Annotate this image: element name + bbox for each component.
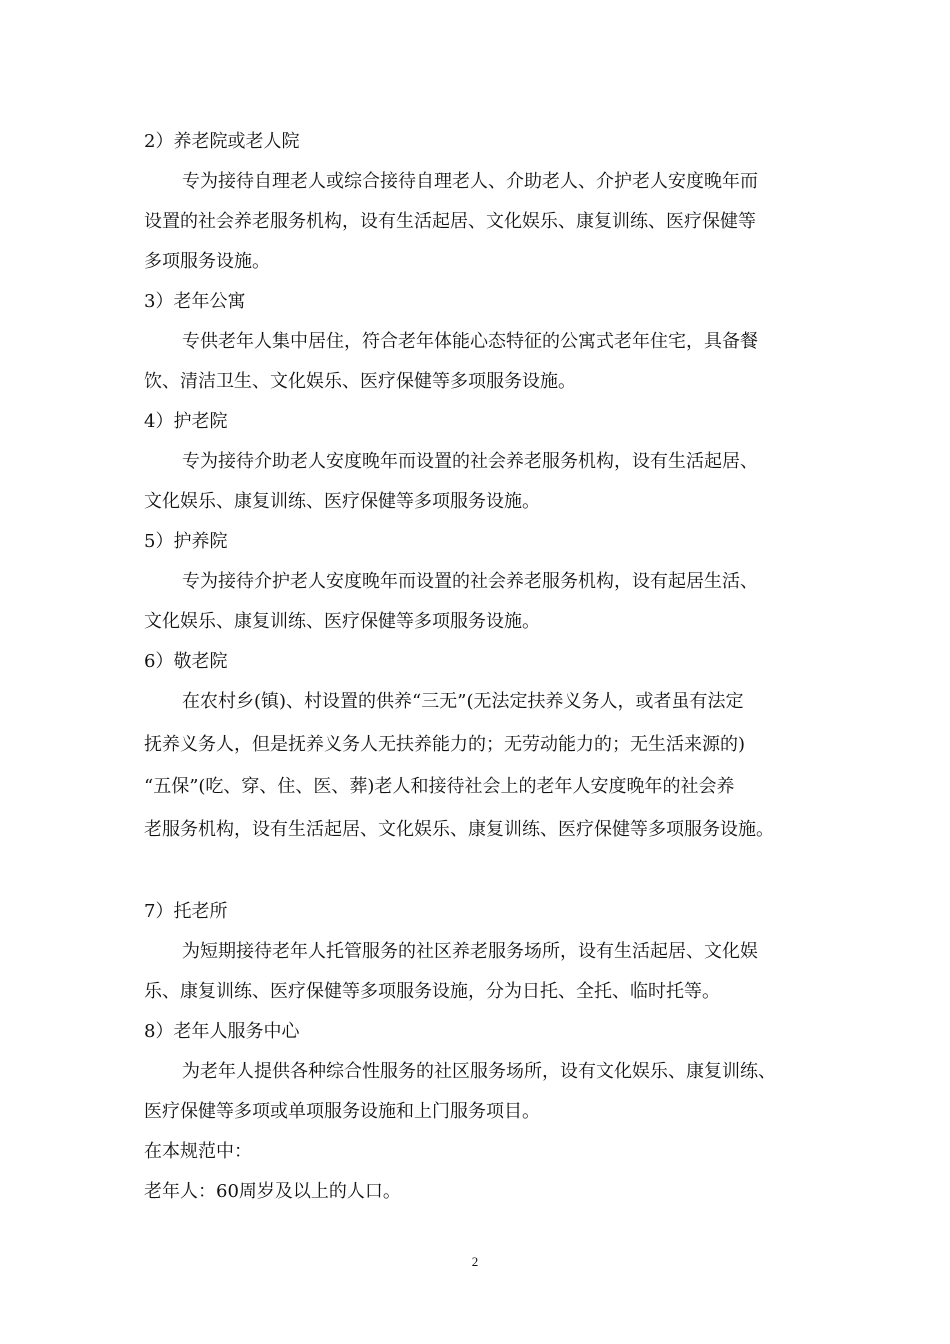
- paragraph-line: 专为接待自理老人或综合接待自理老人、介助老人、介护老人安度晚年而: [182, 171, 758, 192]
- paragraph-line: 专为接待介助老人安度晚年而设置的社会养老服务机构，设有生活起居、: [182, 451, 758, 472]
- paragraph-line: 文化娱乐、康复训练、医疗保健等多项服务设施。: [144, 491, 540, 512]
- paragraph-line: 为老年人提供各种综合性服务的社区服务场所，设有文化娱乐、康复训练、: [182, 1061, 776, 1082]
- paragraph-line: 在农村乡(镇)、村设置的供养“三无”(无法定扶养义务人，或者虽有法定: [182, 691, 744, 712]
- paragraph-line: 设置的社会养老服务机构，设有生活起居、文化娱乐、康复训练、医疗保健等: [144, 211, 756, 232]
- paragraph-line: 医疗保健等多项或单项服务设施和上门服务项目。: [144, 1101, 540, 1122]
- section-heading: 6）敬老院: [144, 651, 228, 672]
- paragraph-line: 专供老年人集中居住，符合老年体能心态特征的公寓式老年住宅，具备餐: [182, 331, 758, 352]
- section-heading: 5）护养院: [144, 531, 228, 552]
- paragraph-line: 老服务机构，设有生活起居、文化娱乐、康复训练、医疗保健等多项服务设施。: [144, 819, 774, 840]
- section-heading: 8）老年人服务中心: [144, 1021, 300, 1042]
- section-heading: 3）老年公寓: [144, 291, 246, 312]
- section-heading: 4）护老院: [144, 411, 228, 432]
- paragraph-line: 抚养义务人，但是抚养义务人无扶养能力的；无劳动能力的；无生活来源的): [144, 734, 746, 755]
- section-heading: 7）托老所: [144, 901, 228, 922]
- closing-line: 在本规范中：: [144, 1141, 252, 1162]
- section-heading: 2）养老院或老人院: [144, 131, 300, 152]
- paragraph-line: 乐、康复训练、医疗保健等多项服务设施，分为日托、全托、临时托等。: [144, 981, 720, 1002]
- paragraph-line: 饮、清洁卫生、文化娱乐、医疗保健等多项服务设施。: [144, 371, 576, 392]
- paragraph-line: 多项服务设施。: [144, 251, 270, 272]
- paragraph-line: 为短期接待老年人托管服务的社区养老服务场所，设有生活起居、文化娱: [182, 941, 758, 962]
- page-number: 2: [471, 1254, 479, 1269]
- closing-line: 老年人：60周岁及以上的人口。: [144, 1181, 401, 1202]
- paragraph-line: “五保”(吃、穿、住、医、葬)老人和接待社会上的老年人安度晚年的社会养: [144, 776, 735, 797]
- paragraph-line: 专为接待介护老人安度晚年而设置的社会养老服务机构，设有起居生活、: [182, 571, 758, 592]
- paragraph-line: 文化娱乐、康复训练、医疗保健等多项服务设施。: [144, 611, 540, 632]
